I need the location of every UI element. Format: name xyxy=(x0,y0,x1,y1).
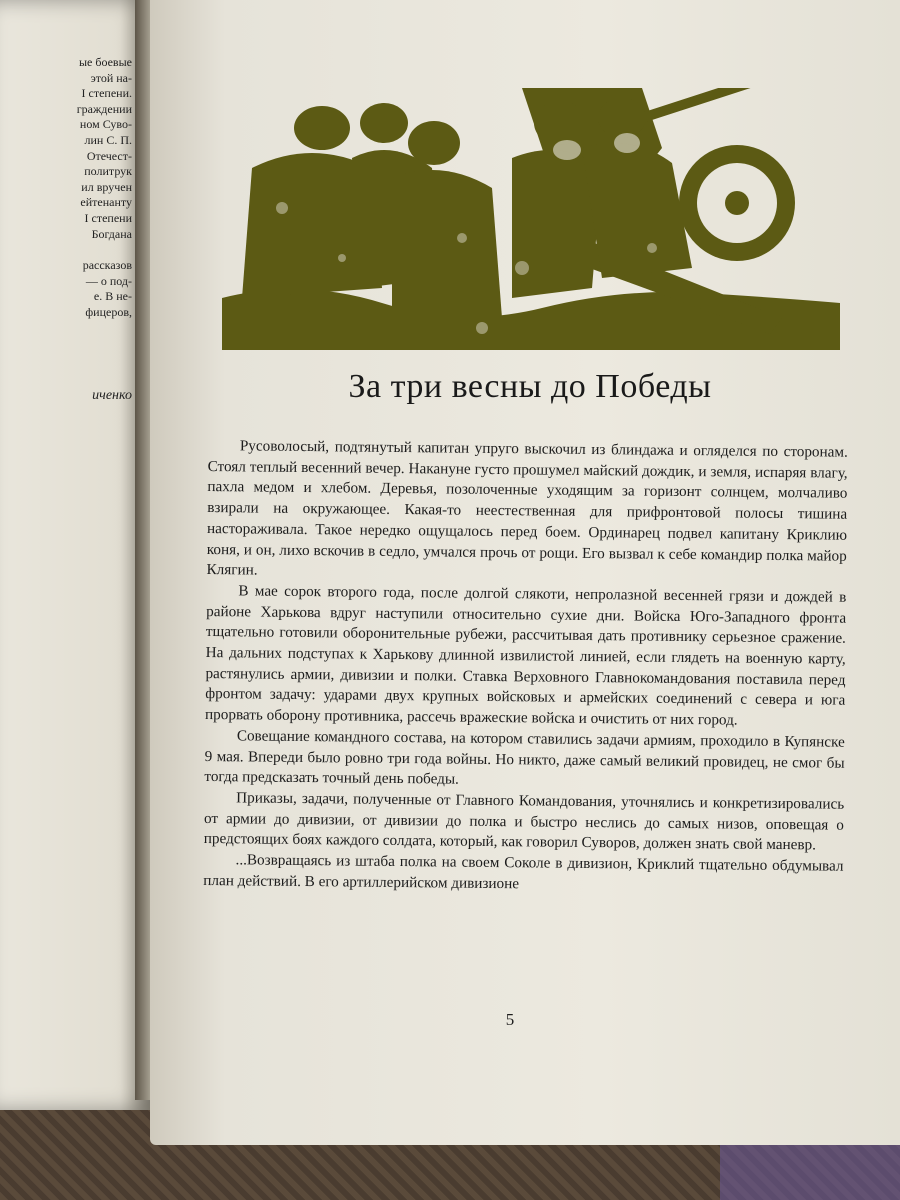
paragraph: Русоволосый, подтянутый капитан упруго выскочил из блиндажа и огляделся по сторонам. Стоял теплый весенний вечер. Накануне густо прошумел майский дождик, и земля, испаряя влагу, пахла медом и хлебом. Деревья, позолоченные уходящим за горизонт солнцем, молчаливо взирали на окружающее. Какая-то неестественная для прифронтовой полосы тишина настораживала. Такое нередко ощущалось перед боем. Ординарец подвел капитану Криклию коня, и он, лихо вскочив в седло, умчался прочь от рощи. Его вызвал к себе командир полка майор Клягин. xyxy=(206,437,848,579)
page-number: 5 xyxy=(505,1010,515,1029)
left-page xyxy=(0,0,150,1110)
left-line: ном Суво- xyxy=(79,117,132,132)
left-line: ые боевые xyxy=(78,55,132,69)
body-text xyxy=(203,436,848,898)
left-line: — о под- xyxy=(85,273,132,288)
left-line: рассказов xyxy=(82,258,132,273)
left-line: лин С. П. xyxy=(84,132,132,147)
left-line: граждении xyxy=(76,101,132,116)
left-line: политрук xyxy=(84,164,132,179)
chapter-title: За три весны до Победы xyxy=(348,368,712,405)
left-line-gap xyxy=(0,242,132,258)
left-line: Богдана xyxy=(91,226,132,241)
left-line: фицеров, xyxy=(85,304,132,319)
left-page-text xyxy=(0,55,132,321)
left-page-signature: иченко xyxy=(92,388,132,403)
paragraph: В мае сорок второго года, после долгой слякоти, непролазной весенней грязи и дождей в районе Харькова вдруг наступили относительно сухие дни. Войска Юго-Западного фронта тщательно готовили оборонительные рубежи, рассчитывая дать противнику серьезное сражение. На дальних подступах к Харькову длинной извилистой линией, если глядеть на военную карту, растянулись армии, дивизии и полки. Ставка Верховного Главнокомандования поставила перед фронтом задачу: ударами двух крупных войсковых и армейских соединений с севера и юга прорвать оборону противника, рассечь вражеские войска и очистить от них город. xyxy=(204,582,847,729)
left-line: е. В не- xyxy=(93,289,132,304)
left-line: ил вручен xyxy=(81,179,132,194)
soldiers-artillery-illustration xyxy=(222,88,840,350)
left-line: этой на- xyxy=(90,70,132,85)
paragraph: Приказы, задачи, полученные от Главного Командования, уточнялись и конкретизировались от армии до дивизии, от дивизии до полка и быстро неслись до самых низов, оповещая о предстоящих боях каждого солдата, который, как говорил Суворов, должен знать свой маневр. xyxy=(203,789,845,854)
left-line: I степени xyxy=(84,210,132,225)
paragraph: ...Возвращаясь из штаба полка на своем Соколе в дивизион, Криклий тщательно обдумывал план действий. В его артиллерийском дивизионе xyxy=(203,851,844,893)
left-line: Отечест- xyxy=(86,148,132,163)
paragraph: Совещание командного состава, на котором ставились задачи армиям, проходило в Купянске 9 мая. Впереди было ровно три года войны. Но никто, даже самый великий провидец, не смог бы тогда предсказать точный день победы. xyxy=(204,727,845,788)
left-line: I степени. xyxy=(81,86,132,101)
left-line: ейтенанту xyxy=(80,195,132,210)
